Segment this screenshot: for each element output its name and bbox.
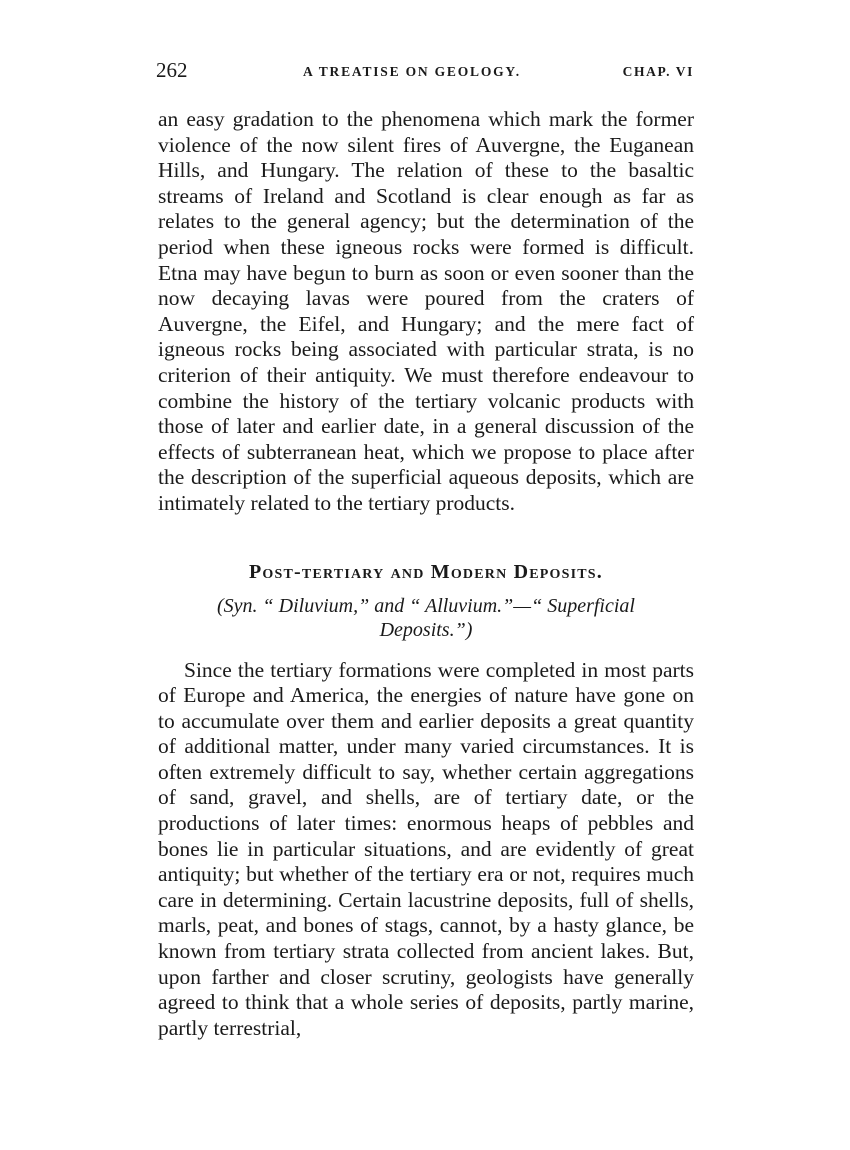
page-number: 262 [156,58,188,82]
running-title: A TREATISE ON GEOLOGY. [303,64,521,79]
section-heading: Post-tertiary and Modern Deposits. [249,560,603,583]
running-head [158,58,694,88]
section-synonyms: (Syn. “ Diluvium,” and “ Alluvium.”—“ Superficial Deposits.”) [217,594,635,641]
chapter-label: CHAP. VI [622,64,694,79]
body-paragraph-1: an easy gradation to the phenomena which mark the former violence of the now silent fires of Auvergne, the Euganean Hills, and Hungary. The relation of these to the basaltic streams of Ireland and Scotland is clear enough as far as relates to the general agency; but the determination of the period when these igneous rocks were formed is difficult. Etna may have begun to burn as soon or even sooner than the now decaying lavas were poured from the craters of Auvergne, the Eifel, and Hungary; and the mere fact of igneous rocks being associated with particular strata, is no criterion of their antiquity. We must therefore endeavour to combine the history of the tertiary volcanic products with those of later and earlier date, in a general discussion of the effects of subterranean heat, which we propose to place after the description of the superficial aqueous deposits, which are intimately related to the tertiary products. [158,107,694,515]
book-page [158,58,694,1041]
body-paragraph-2: Since the tertiary formations were completed in most parts of Europe and America, the energies of nature have gone on to accumulate over them and earlier deposits a great quantity of additional matter, under many varied circumstances. It is often extremely difficult to say, whether certain aggregations of sand, gravel, and shells, are of tertiary date, or the productions of later times: enormous heaps of pebbles and bones lie in particular situations, and are evidently of great antiquity; but whether of the tertiary era or not, requires much care in determining. Certain lacustrine deposits, full of shells, marls, peat, and bones of stags, cannot, by a hasty glance, be known from tertiary strata collected from ancient lakes. But, upon farther and closer scrutiny, geologists have generally agreed to think that a whole series of deposits, partly marine, partly terrestrial, [158,657,694,1040]
